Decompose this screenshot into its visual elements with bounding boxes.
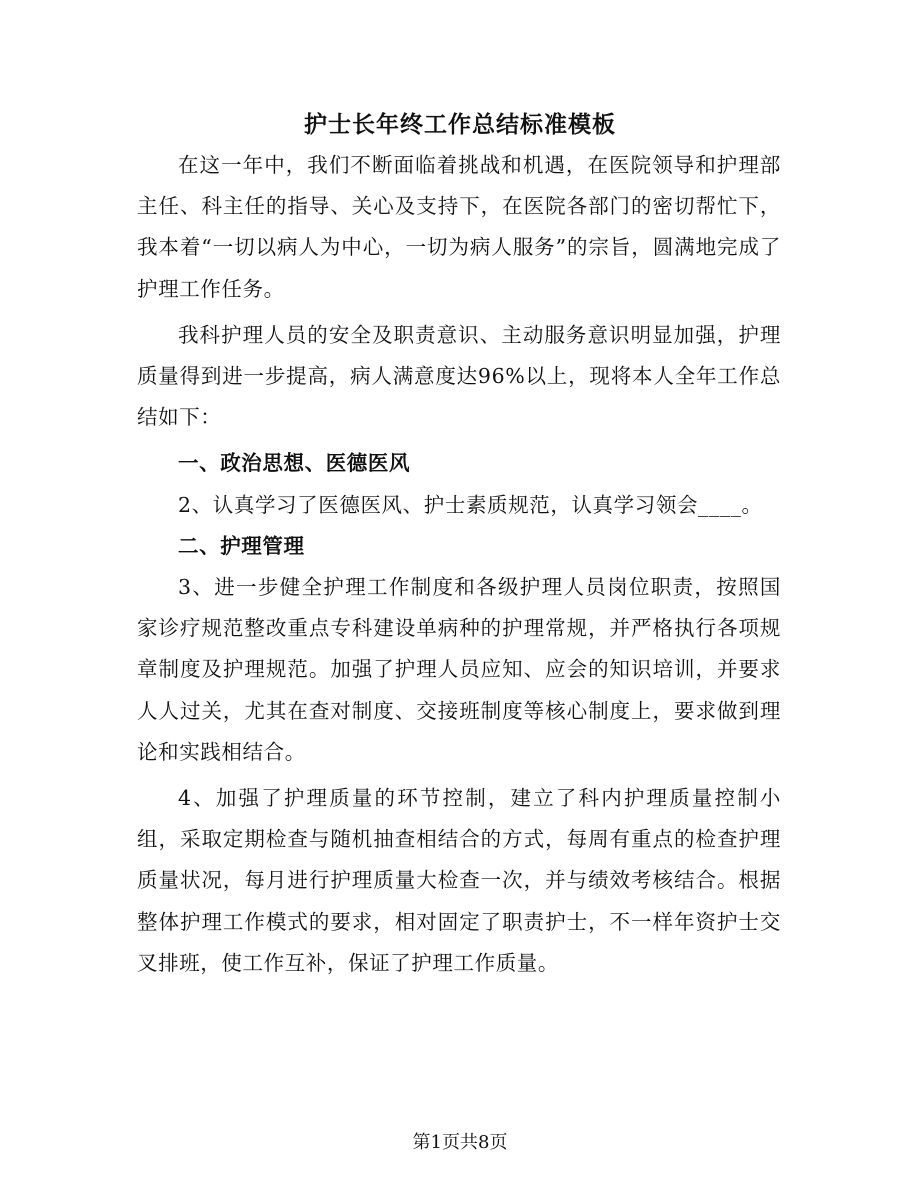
paragraph-intro: 在这一年中，我们不断面临着挑战和机遇，在医院领导和护理部主任、科主任的指导、关心及支持下，在医院各部门的密切帮忙下，我本着“一切以病人为中心，一切为病人服务”的宗旨，圆满地完成了护理工作任务。 (137, 153, 781, 301)
paragraph-summary: 我科护理人员的安全及职责意识、主动服务意识明显加强，护理质量得到进一步提高，病人满意度达96%以上，现将本人全年工作总结如下： (137, 322, 781, 430)
page-number: 第1页共8页 (412, 1132, 508, 1153)
paragraph-item-4: 4、加强了护理质量的环节控制，建立了科内护理质量控制小组，采取定期检查与随机抽查相结合的方式，每周有重点的检查护理质量状况，每月进行护理质量大检查一次，并与绩效考核结合。根据整体护理工作模式的要求，相对固定了职责护士，不一样年资护士交叉排班，使工作互补，保证了护理工作质量。 (137, 786, 781, 975)
section-heading-nursing-management: 二、护理管理 (178, 533, 305, 558)
paragraph-item-2: 2、认真学习了医德医风、护士素质规范，认真学习领会____。 (178, 492, 763, 517)
paragraph-item-3: 3、进一步健全护理工作制度和各级护理人员岗位职责，按照国家诊疗规范整改重点专科建设单病种的护理常规，并严格执行各项规章制度及护理规范。加强了护理人员应知、应会的知识培训，并要求人人过关，尤其在查对制度、交接班制度等核心制度上，要求做到理论和实践相结合。 (137, 575, 781, 764)
document-title: 护士长年终工作总结标准模板 (304, 111, 616, 138)
section-heading-politics: 一、政治思想、医德医风 (178, 451, 411, 476)
document-body (137, 145, 781, 984)
